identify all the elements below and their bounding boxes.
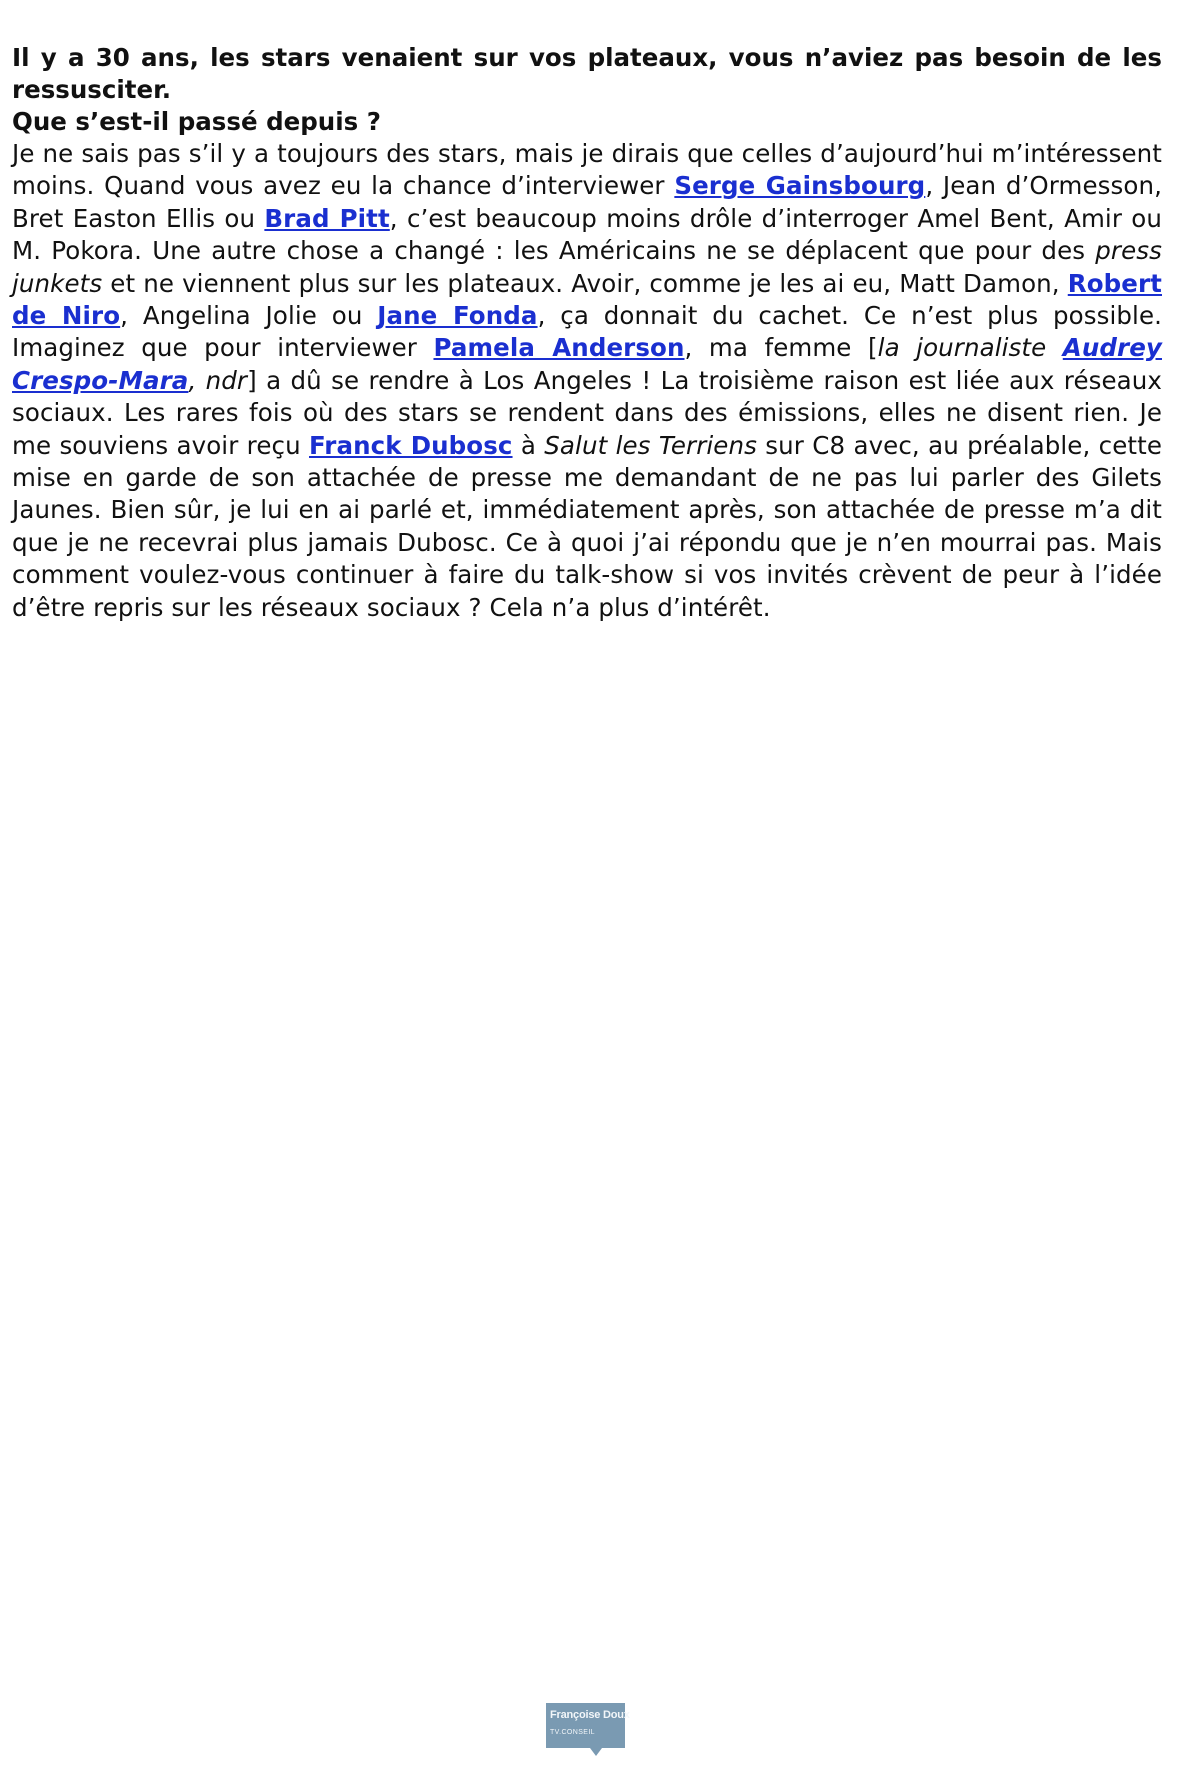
question-line-2: Que s’est-il passé depuis ? xyxy=(12,107,381,136)
answer-italic-ndr: , ndr xyxy=(188,365,248,395)
answer-text: et ne viennent plus sur les plateaux. Avoir, comme je les ai eu, Matt Damon, xyxy=(102,268,1068,298)
answer-italic-journaliste: la journaliste xyxy=(877,333,1063,363)
link-jane-fonda[interactable]: Jane Fonda xyxy=(377,301,538,331)
question-line-1: Il y a 30 ans, les stars venaient sur vos plateaux, vous n’aviez pas besoin de les ressusciter. xyxy=(12,43,1162,104)
interview-answer xyxy=(12,138,1162,624)
speech-bubble-tail-icon xyxy=(590,1748,602,1756)
interview-question xyxy=(12,42,1162,138)
link-audrey-crespo-mara[interactable]: Audrey Crespo-Mara xyxy=(12,333,1162,395)
article-body xyxy=(12,42,1162,624)
answer-text: , c’est beaucoup moins drôle d’interroger Amel Bent, Amir ou M. Pokora. Une autre chose a changé : les Américains ne se déplacent que pour des xyxy=(12,203,1162,266)
answer-text: Je ne sais pas s’il y a toujours des stars, mais je dirais que celles d’aujourd’hui m’intéressent moins. Quand vous avez eu la chance d’interviewer xyxy=(12,139,1162,201)
link-brad-pitt[interactable]: Brad Pitt xyxy=(264,203,390,233)
link-robert-de-niro[interactable]: Robert de Niro xyxy=(12,268,1162,331)
answer-text: , ça donnait du cachet. Ce n’est plus possible. Imaginez que pour interviewer xyxy=(12,301,1163,363)
logo-title: Françoise Doux xyxy=(550,1709,630,1721)
francoise-doux-logo xyxy=(546,1703,630,1748)
answer-text: , Jean d’Ormesson, Bret Easton Ellis ou xyxy=(12,171,1163,233)
link-serge-gainsbourg[interactable]: Serge Gainsbourg xyxy=(674,171,926,201)
answer-text: à xyxy=(512,430,545,460)
logo-subtitle: TV.CONSEIL xyxy=(550,1729,595,1736)
answer-text: ] a dû se rendre à Los Angeles ! La troisième raison est liée aux réseaux sociaux. Les rares fois où des stars se rendent dans des émissions, elles ne disent rien. Je me souviens avoir reçu xyxy=(12,365,1162,460)
answer-text: , ma femme [ xyxy=(684,333,878,363)
answer-text: sur C8 avec, au préalable, cette mise en garde de son attachée de presse me demandant de ne pas lui parler des Gilets Jaunes. Bien sûr, je lui en ai parlé et, immédiatement après, son attachée de presse m’a dit que je ne recevrai plus jamais Dubosc. Ce à quoi j’ai répondu que je n’en mourrai pas. Mais comment voulez-vous continuer à faire du talk-show si vos invités crèvent de peur à l’idée d’être repris sur les réseaux sociaux ? Cela n’a plus d’intérêt. xyxy=(12,430,1162,622)
answer-italic-salut-les-terriens: Salut les Terriens xyxy=(544,430,757,460)
link-franck-dubosc[interactable]: Franck Dubosc xyxy=(309,430,513,460)
link-pamela-anderson[interactable]: Pamela Anderson xyxy=(433,333,685,363)
answer-italic-press-junkets: press junkets xyxy=(12,236,1162,298)
answer-text: , Angelina Jolie ou xyxy=(120,301,378,331)
